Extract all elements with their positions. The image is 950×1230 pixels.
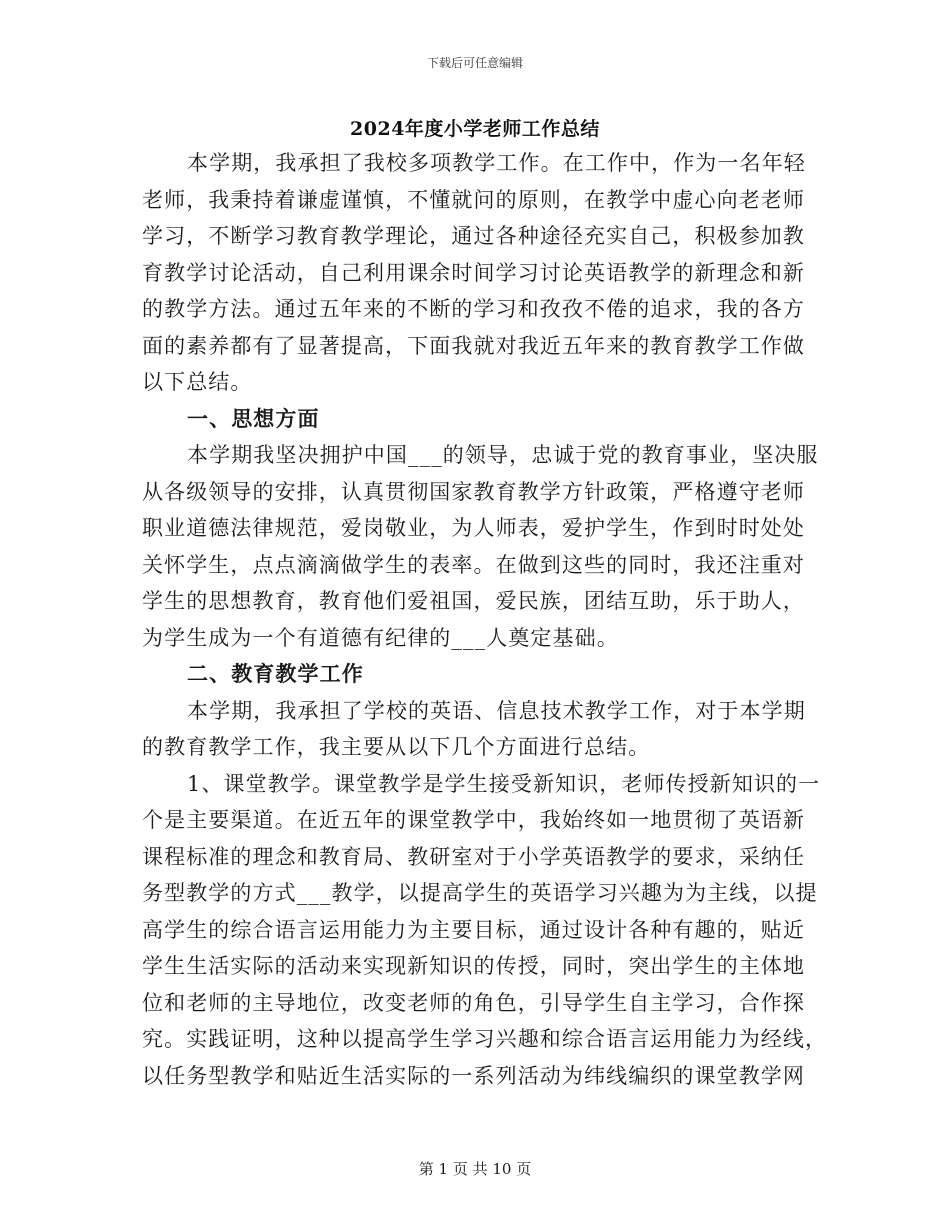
section-heading-teaching: 二、教育教学工作 xyxy=(187,661,364,686)
paragraph-line: 本学期，我承担了我校多项教学工作。在工作中，作为一名年轻 xyxy=(187,151,806,175)
paragraph-line: 的教学方法。通过五年来的不断的学习和孜孜不倦的追求，我的各方 xyxy=(142,297,805,321)
page-footer: 第 1 页 共 10 页 xyxy=(418,1160,532,1178)
paragraph-line: 老师，我秉持着谦虚谨慎，不懂就问的原则，在教学中虚心向老老师 xyxy=(142,187,805,212)
paragraph-line: 个是主要渠道。在近五年的课堂教学中，我始终如一地贯彻了英语新 xyxy=(142,808,805,832)
document-title: 2024年度小学老师工作总结 xyxy=(350,118,600,140)
paragraph-line: 学习，不断学习教育教学理论，通过各种途径充实自己，积极参加教 xyxy=(142,224,805,248)
paragraph-line: 1、课堂教学。课堂教学是学生接受新知识，老师传授新知识的一 xyxy=(187,771,821,796)
paragraph-line: 本学期，我承担了学校的英语、信息技术教学工作，对于本学期 xyxy=(187,698,806,723)
paragraph-line: 面的素养都有了显著提高，下面我就对我近五年来的教育教学工作做 xyxy=(142,333,805,358)
paragraph-line: 以任务型教学和贴近生活实际的一系列活动为纬线编织的课堂教学网 xyxy=(142,1063,805,1088)
document-body xyxy=(142,145,828,1094)
paragraph-line: 关怀学生，点点滴滴做学生的表率。在做到这些的同时，我还注重对 xyxy=(142,552,805,577)
paragraph-line: 位和老师的主导地位，改变老师的角色，引导学生自主学习，合作探 xyxy=(142,990,805,1015)
paragraph-line: 务型教学的方式___教学，以提高学生的英语学习兴趣为为主线，以提 xyxy=(142,881,818,905)
paragraph-line: 究。实践证明，这种以提高学生学习兴趣和综合语言运用能力为经线， xyxy=(142,1027,828,1051)
paragraph-line: 为学生成为一个有道德有纪律的___人奠定基础。 xyxy=(142,625,619,650)
section-heading-thought: 一、思想方面 xyxy=(187,405,320,431)
paragraph-line: 育教学讨论活动，自己利用课余时间学习讨论英语教学的新理念和新 xyxy=(142,260,805,285)
header-note: 下载后可任意编辑 xyxy=(426,56,523,70)
paragraph-line: 从各级领导的安排，认真贯彻国家教育教学方针政策，严格遵守老师 xyxy=(142,479,805,504)
paragraph-line: 课程标准的理念和教育局、教研室对于小学英语教学的要求，采纳任 xyxy=(142,844,805,869)
paragraph-line: 高学生的综合语言运用能力为主要目标，通过设计各种有趣的，贴近 xyxy=(142,917,805,942)
paragraph-line: 职业道德法律规范，爱岗敬业，为人师表，爱护学生，作到时时处处 xyxy=(142,516,805,540)
paragraph-line: 以下总结。 xyxy=(142,370,253,394)
paragraph-line: 的教育教学工作，我主要从以下几个方面进行总结。 xyxy=(142,735,651,759)
paragraph-line: 学生生活实际的活动来实现新知识的传授，同时，突出学生的主体地 xyxy=(142,954,805,978)
paragraph-line: 学生的思想教育，教育他们爱祖国，爱民族，团结互助，乐于助人， xyxy=(142,589,805,613)
paragraph-line: 本学期我坚决拥护中国___的领导，忠诚于党的教育事业，坚决服 xyxy=(187,443,819,467)
